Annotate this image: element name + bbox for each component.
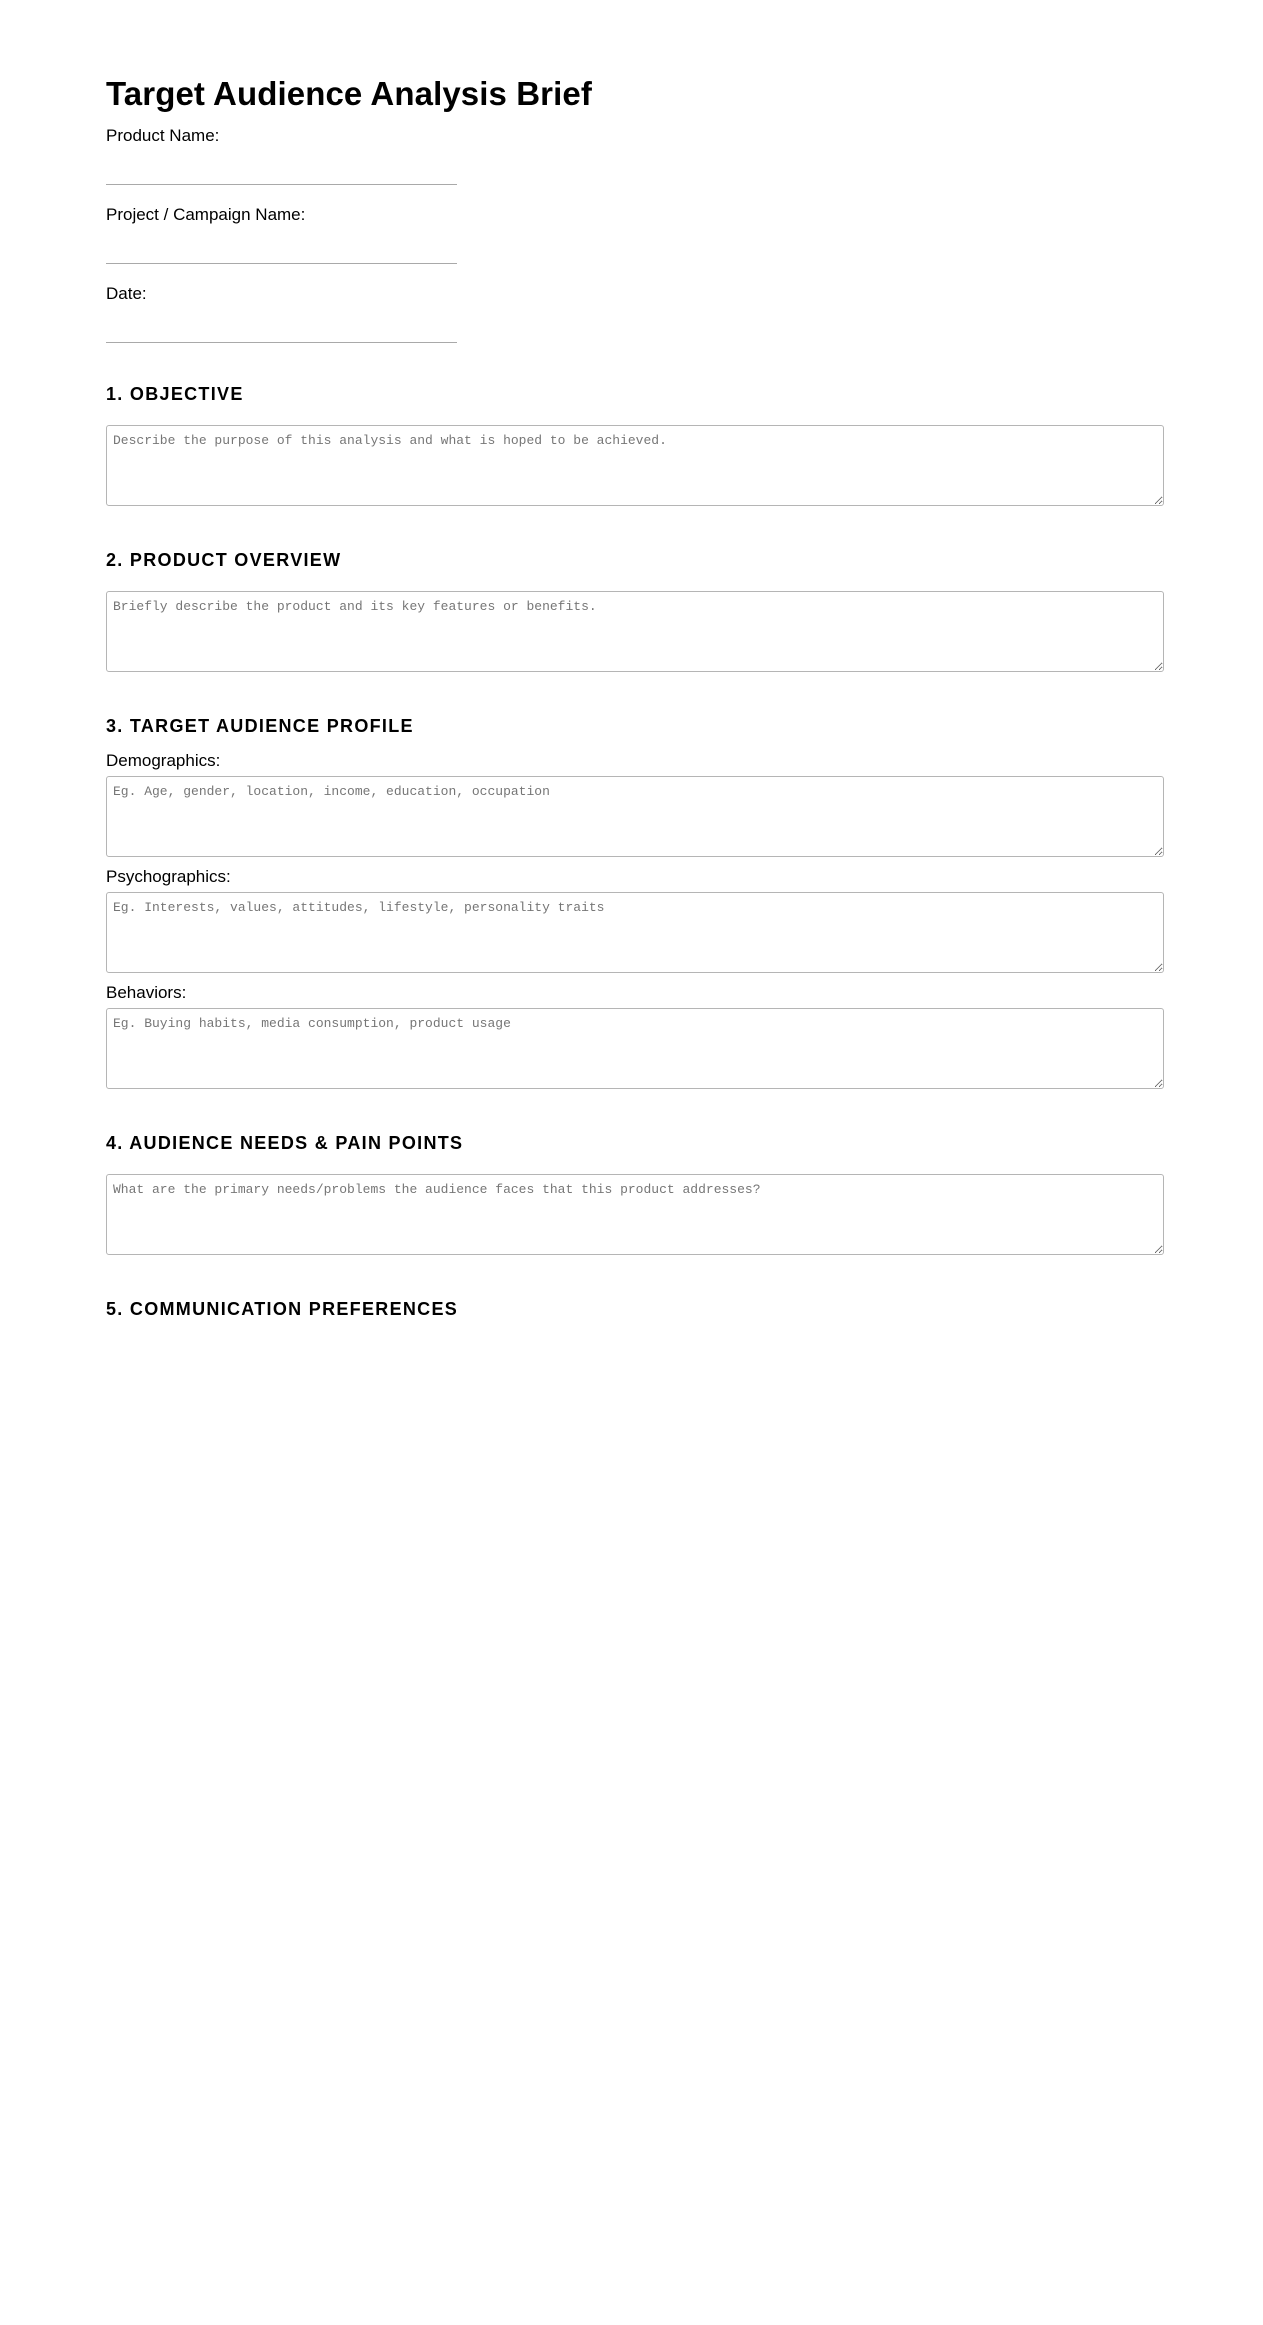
demographics-label: Demographics: (106, 751, 221, 770)
project-name-field (106, 205, 1157, 264)
section-heading-audience-profile: 3. TARGET AUDIENCE PROFILE (106, 716, 414, 736)
needs-textarea[interactable] (106, 1174, 1164, 1255)
product-overview-textarea[interactable] (106, 591, 1164, 672)
psychographics-textarea[interactable] (106, 892, 1164, 973)
section-heading-objective: 1. OBJECTIVE (106, 384, 244, 404)
objective-textarea[interactable] (106, 425, 1164, 506)
date-field (106, 284, 1157, 343)
psychographics-label: Psychographics: (106, 867, 231, 886)
demographics-textarea[interactable] (106, 776, 1164, 857)
date-input[interactable] (106, 316, 457, 343)
section-heading-product-overview: 2. PRODUCT OVERVIEW (106, 550, 342, 570)
behaviors-textarea[interactable] (106, 1008, 1164, 1089)
page-title: Target Audience Analysis Brief (106, 75, 592, 112)
date-label: Date: (106, 284, 147, 303)
product-name-label: Product Name: (106, 126, 220, 145)
project-name-label: Project / Campaign Name: (106, 205, 306, 224)
product-name-field (106, 126, 1157, 185)
section-heading-communication: 5. COMMUNICATION PREFERENCES (106, 1299, 459, 1319)
behaviors-label: Behaviors: (106, 983, 187, 1002)
section-heading-needs: 4. AUDIENCE NEEDS & PAIN POINTS (106, 1133, 464, 1153)
project-name-input[interactable] (106, 237, 457, 264)
product-name-input[interactable] (106, 158, 457, 185)
